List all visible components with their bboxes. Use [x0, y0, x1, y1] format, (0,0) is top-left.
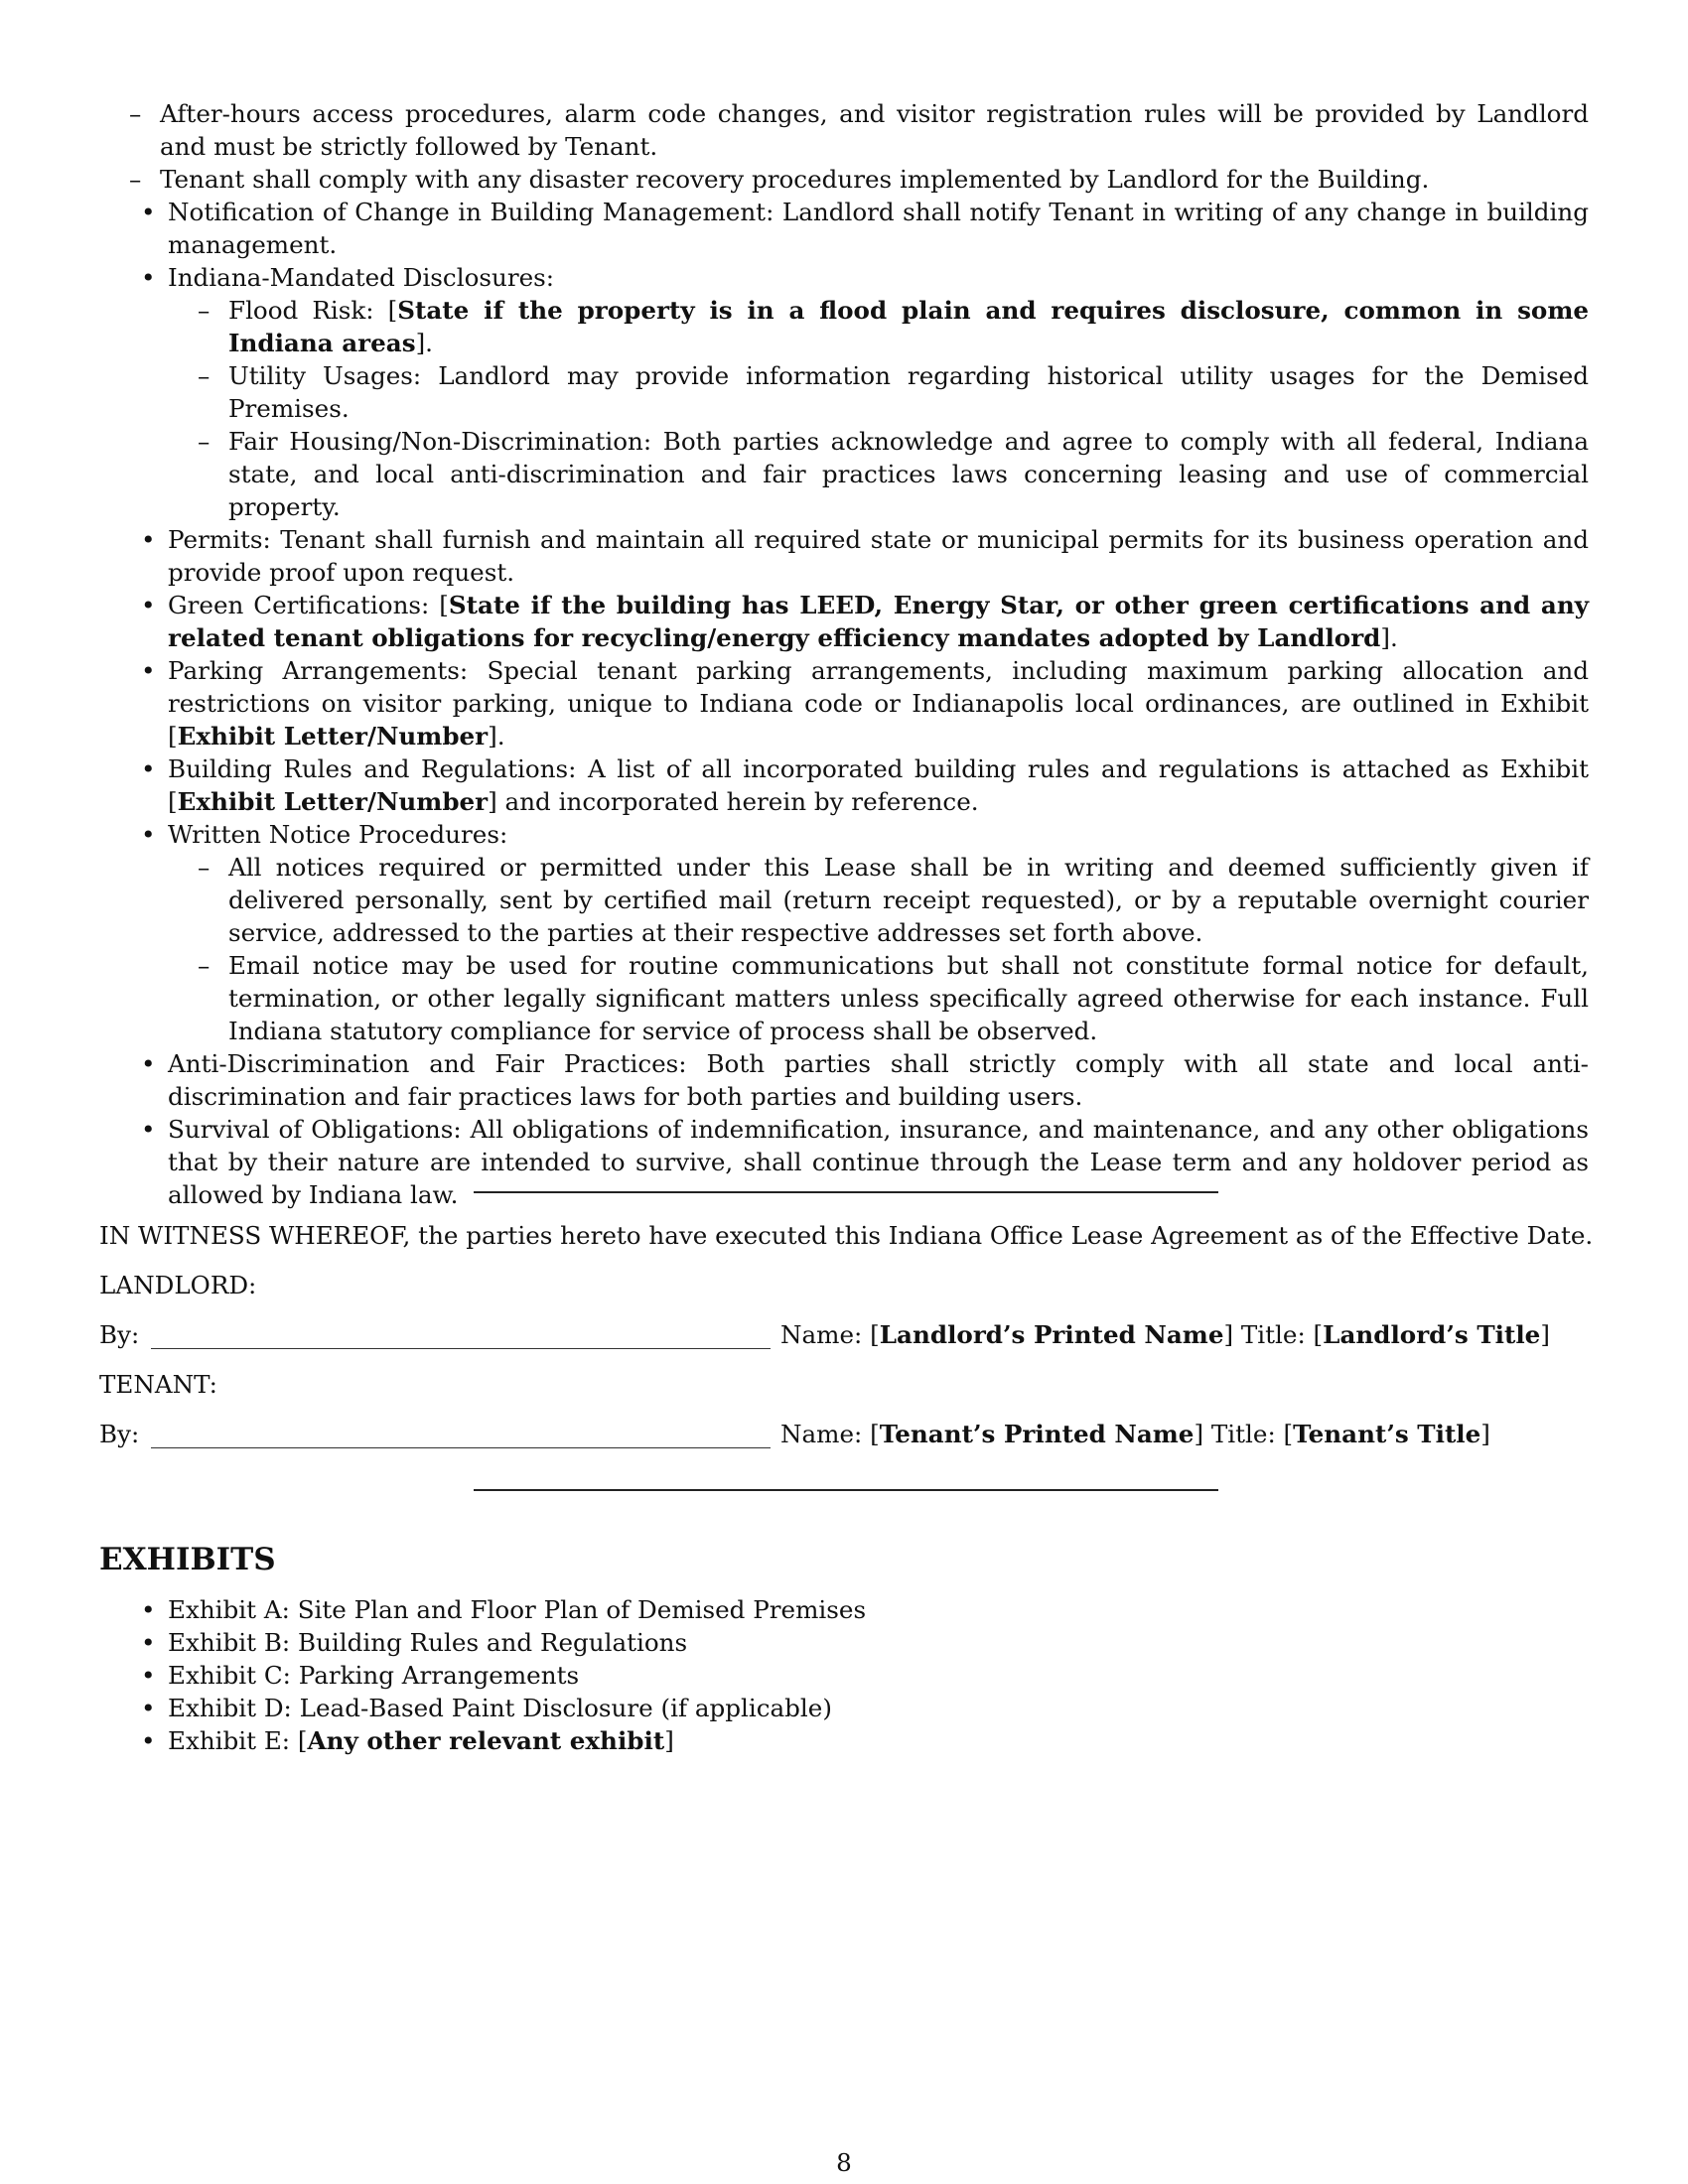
tenant-signature-line[interactable]: [151, 1447, 771, 1448]
list-item-flood-risk: – Flood Risk: [State if the property is in a flood plain and requires disclosure, common in some Indiana areas].: [168, 294, 1589, 359]
placeholder-flood-risk: State if the property is in a flood plain and requires disclosure, common in some Indiana areas: [228, 296, 1589, 357]
landlord-label: LANDLORD:: [99, 1271, 257, 1299]
list-item-fair-housing: – Fair Housing/Non-Discrimination: Both parties acknowledge and agree to comply with all federal, Indiana state, and local anti-discrimination and fair practices laws concerning leasing and use of commercial property.: [168, 425, 1589, 523]
landlord-title: Landlord’s Title: [1323, 1320, 1541, 1349]
exhibits-list-wrap: [99, 1593, 1489, 1757]
landlord-printed-name: Landlord’s Printed Name: [879, 1320, 1224, 1349]
tenant-printed-name: Tenant’s Printed Name: [879, 1420, 1195, 1448]
tenant-name-title: Name: [Tenant’s Printed Name] Title: [Tenant’s Title]: [780, 1420, 1490, 1448]
lease-provisions: [99, 97, 1589, 1211]
exhibits-heading: EXHIBITS: [99, 1542, 276, 1577]
list-item: – After-hours access procedures, alarm code changes, and visitor registration rules will be provided by Landlord and must be strictly followed by Tenant.: [99, 97, 1589, 163]
section-divider: [474, 1191, 1218, 1193]
list-item-parking: • Parking Arrangements: Special tenant parking arrangements, including maximum parking allocation and restrictions on visitor parking, unique to Indiana code or Indianapolis local ordinances, are outlined in Exhibit [Exhibit Letter/Number].: [99, 654, 1589, 752]
list-item-anti-discrimination: • Anti-Discrimination and Fair Practices: Both parties shall strictly comply with all state and local anti-discrimination and fair practices laws for both parties and building users.: [99, 1047, 1589, 1113]
list-item-building-management: • Notification of Change in Building Management: Landlord shall notify Tenant in writing of any change in building management.: [99, 196, 1589, 261]
list-item-permits: • Permits: Tenant shall furnish and maintain all required state or municipal permits for its business operation and provide proof upon request.: [99, 523, 1589, 589]
placeholder-parking-exhibit: Exhibit Letter/Number: [177, 722, 489, 751]
placeholder-green-certifications: State if the building has LEED, Energy Star, or other green certifications and any related tenant obligations for recycling/energy efficiency mandates adopted by Landlord: [168, 591, 1589, 652]
tenant-title: Tenant’s Title: [1293, 1420, 1481, 1448]
placeholder-exhibit-e: Any other relevant exhibit: [307, 1726, 665, 1755]
list-item-utility-usages: – Utility Usages: Landlord may provide information regarding historical utility usages for the Demised Premises.: [168, 359, 1589, 425]
notice-sublist: [168, 851, 1589, 1047]
list-item: – Tenant shall comply with any disaster recovery procedures implemented by Landlord for the Building.: [99, 163, 1589, 196]
exhibit-item-c: • Exhibit C: Parking Arrangements: [99, 1659, 1489, 1692]
access-sublist: [99, 97, 1589, 196]
list-item-building-rules: • Building Rules and Regulations: A list of all incorporated building rules and regulations is attached as Exhibit [Exhibit Letter/Number] and incorporated herein by reference.: [99, 752, 1589, 818]
provisions-list: [99, 196, 1589, 1211]
list-item: – Email notice may be used for routine communications but shall not constitute formal notice for default, termination, or other legally significant matters unless specifically agreed otherwise for each instance. Full Indiana statutory compliance for service of process shall be observed.: [168, 949, 1589, 1047]
list-item-written-notice: • Written Notice Procedures: – All notices required or permitted under this Lease shall be in writing and deemed sufficiently given if delivered personally, sent by certified mail (return receipt requested), or by a reputable overnight courier service, addressed to the parties at their respective addresses set forth above. – Email notice may be used for routine communications but shall not constitute formal notice for default, termination, or other legally significant matters unless specifically agreed otherwise for each instance. Full Indiana statutory compliance for service of process shall be observed.: [99, 818, 1589, 1047]
list-item: – All notices required or permitted under this Lease shall be in writing and deemed sufficiently given if delivered personally, sent by certified mail (return receipt requested), or by a reputable overnight courier service, addressed to the parties at their respective addresses set forth above.: [168, 851, 1589, 949]
landlord-signature-line[interactable]: [151, 1348, 771, 1349]
section-divider: [474, 1489, 1218, 1491]
placeholder-rules-exhibit: Exhibit Letter/Number: [177, 787, 489, 816]
exhibit-item-b: • Exhibit B: Building Rules and Regulations: [99, 1626, 1489, 1659]
list-item-green-certifications: • Green Certifications: [State if the building has LEED, Energy Star, or other green certifications and any related tenant obligations for recycling/energy efficiency mandates adopted by Landlord].: [99, 589, 1589, 654]
page-number: 8: [836, 2148, 852, 2177]
witness-statement: IN WITNESS WHEREOF, the parties hereto have executed this Indiana Office Lease Agreement as of the Effective Date.: [99, 1221, 1594, 1250]
list-item-survival: • Survival of Obligations: All obligations of indemnification, insurance, and maintenance, and any other obligations that by their nature are intended to survive, shall continue through the Lease term and any holdover period as allowed by Indiana law.: [99, 1113, 1589, 1211]
exhibit-item-a: • Exhibit A: Site Plan and Floor Plan of Demised Premises: [99, 1593, 1489, 1626]
tenant-by-label: By:: [99, 1420, 140, 1448]
landlord-by-label: By:: [99, 1320, 140, 1349]
exhibit-item-d: • Exhibit D: Lead-Based Paint Disclosure (if applicable): [99, 1692, 1489, 1724]
list-item-indiana-disclosures: • Indiana-Mandated Disclosures: – Flood Risk: [State if the property is in a flood plain and requires disclosure, common in some Indiana areas]. – Utility Usages: Landlord may provide information regarding historical utility usages for the Demised Premises. – Fair Housing/Non-Discrimination: Both parties acknowledge and agree to comply with all federal, Indiana state, and local anti-discrimination and fair practices laws concerning leasing and use of commercial property.: [99, 261, 1589, 523]
disclosures-sublist: [168, 294, 1589, 523]
exhibits-list: [99, 1593, 1489, 1757]
landlord-name-title: Name: [Landlord’s Printed Name] Title: [Landlord’s Title]: [780, 1320, 1550, 1349]
tenant-label: TENANT:: [99, 1370, 217, 1399]
exhibit-item-e: • Exhibit E: [Any other relevant exhibit]: [99, 1724, 1489, 1757]
